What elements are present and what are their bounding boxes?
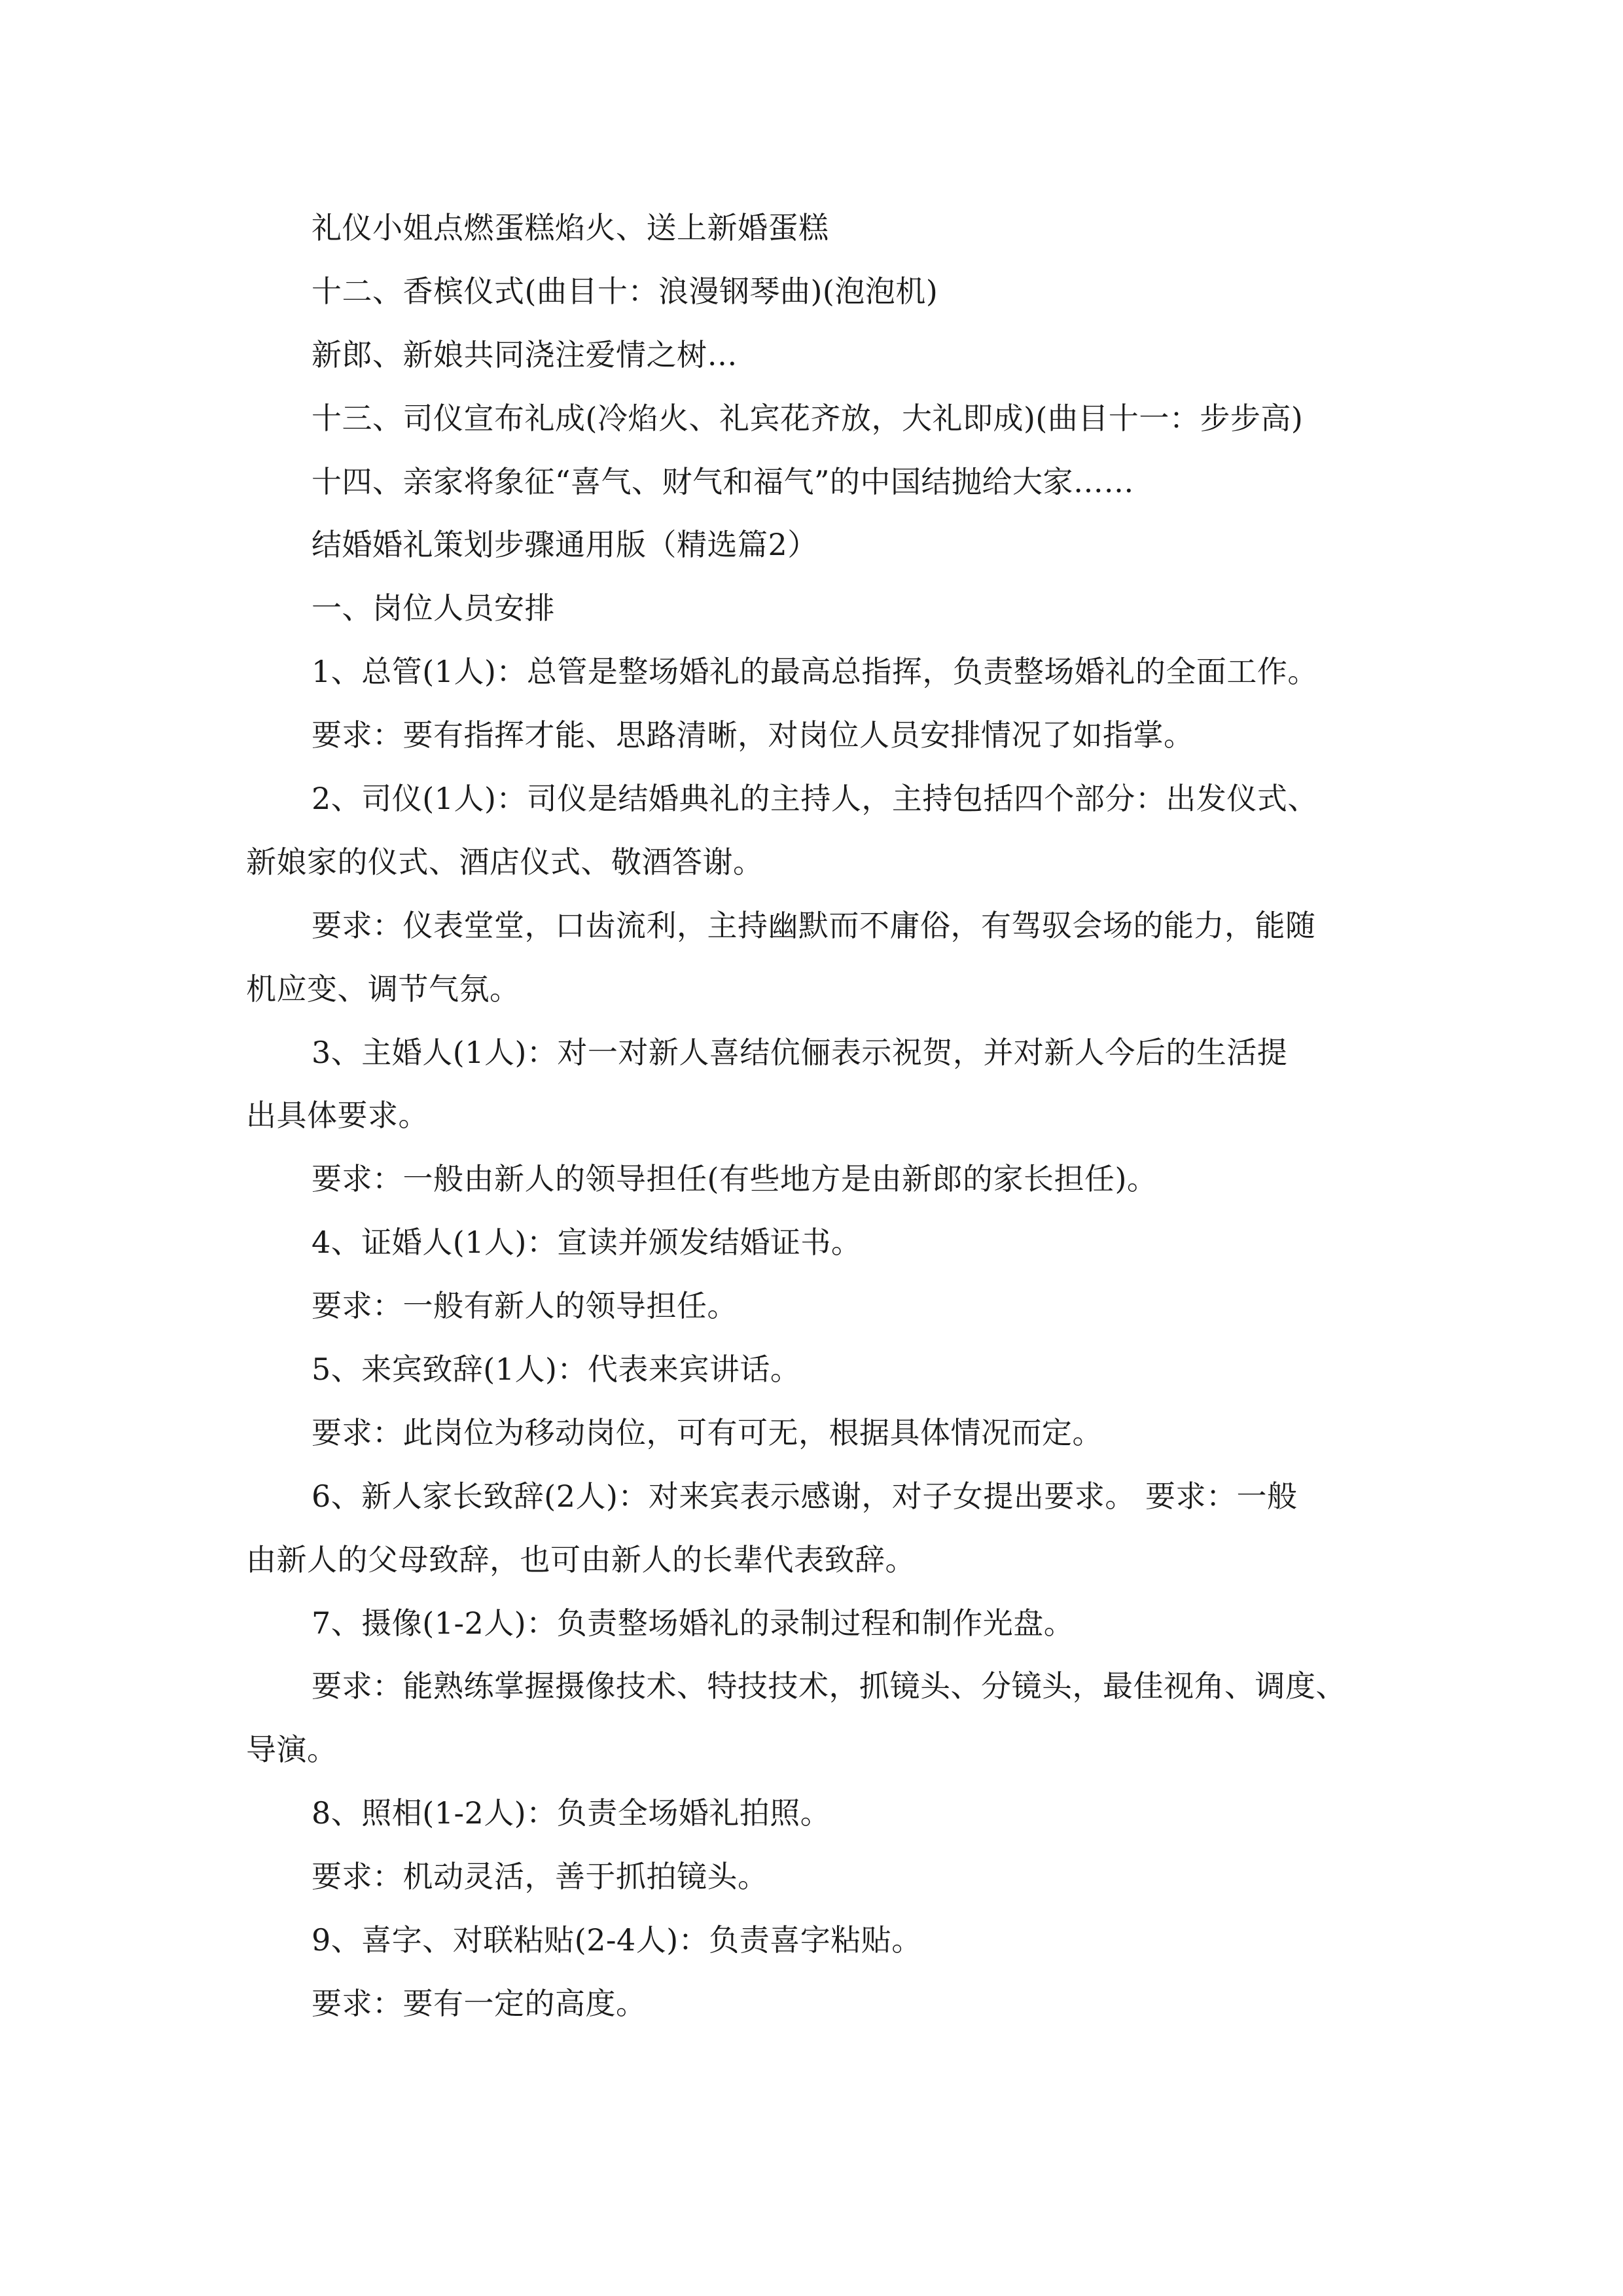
requirement-line: 要求：机动灵活，善于抓拍镜头。 bbox=[312, 1859, 768, 1895]
body-text bbox=[246, 196, 1398, 2036]
list-item-3: 3、主婚人(1人)：对一对新人喜结伉俪表示祝贺，并对新人今后的生活提 bbox=[312, 1034, 1288, 1070]
requirement-line: 要求：仪表堂堂，口齿流利，主持幽默而不庸俗，有驾驭会场的能力，能随 bbox=[312, 907, 1316, 943]
requirement-line: 要求：一般由新人的领导担任(有些地方是由新郎的家长担任)。 bbox=[312, 1161, 1158, 1197]
list-item-6: 6、新人家长致辞(2人)：对来宾表示感谢，对子女提出要求。 要求：一般 bbox=[312, 1478, 1298, 1514]
section-heading-13: 十三、司仪宣布礼成(冷焰火、礼宾花齐放，大礼即成)(曲目十一：步步高) bbox=[312, 400, 1304, 436]
list-item-4: 4、证婚人(1人)：宣读并颁发结婚证书。 bbox=[312, 1225, 862, 1261]
list-item-2: 2、司仪(1人)：司仪是结婚典礼的主持人，主持包括四个部分：出发仪式、 bbox=[312, 781, 1318, 817]
list-item-8: 8、照相(1-2人)：负责全场婚礼拍照。 bbox=[312, 1795, 831, 1831]
requirement-line: 要求：一般有新人的领导担任。 bbox=[312, 1288, 738, 1324]
requirement-line: 要求：要有一定的高度。 bbox=[312, 1985, 647, 2021]
paragraph-line: 礼仪小姐点燃蛋糕焰火、送上新婚蛋糕 bbox=[312, 210, 829, 245]
section-heading-12: 十二、香槟仪式(曲目十：浪漫钢琴曲)(泡泡机) bbox=[312, 273, 938, 309]
list-item-5: 5、来宾致辞(1人)：代表来宾讲话。 bbox=[312, 1352, 801, 1388]
list-item-6-continued: 由新人的父母致辞，也可由新人的长辈代表致辞。 bbox=[246, 1541, 916, 1577]
list-item-1: 1、总管(1人)：总管是整场婚礼的最高总指挥，负责整场婚礼的全面工作。 bbox=[312, 654, 1318, 690]
list-item-7: 7、摄像(1-2人)：负责整场婚礼的录制过程和制作光盘。 bbox=[312, 1605, 1075, 1641]
list-item-9: 9、喜字、对联粘贴(2-4人)：负责喜字粘贴。 bbox=[312, 1922, 922, 1958]
section-heading-14: 十四、亲家将象征“喜气、财气和福气”的中国结抛给大家…… bbox=[312, 463, 1135, 499]
paragraph-line: 新郎、新娘共同浇注爱情之树… bbox=[312, 336, 738, 372]
requirement-line: 要求：能熟练掌握摄像技术、特技技术，抓镜头、分镜头，最佳视角、调度、 bbox=[312, 1668, 1346, 1704]
list-item-2-continued: 新娘家的仪式、酒店仪式、敬酒答谢。 bbox=[246, 844, 764, 880]
list-item-3-continued: 出具体要求。 bbox=[246, 1098, 429, 1134]
requirement-line-continued: 导演。 bbox=[246, 1732, 338, 1768]
requirement-line: 要求：此岗位为移动岗位，可有可无，根据具体情况而定。 bbox=[312, 1414, 1103, 1450]
requirement-line-continued: 机应变、调节气氛。 bbox=[246, 971, 520, 1007]
section-heading-1: 一、岗位人员安排 bbox=[312, 590, 555, 626]
article-title: 结婚婚礼策划步骤通用版（精选篇2） bbox=[312, 527, 818, 563]
requirement-line: 要求：要有指挥才能、思路清晰，对岗位人员安排情况了如指掌。 bbox=[312, 717, 1194, 753]
